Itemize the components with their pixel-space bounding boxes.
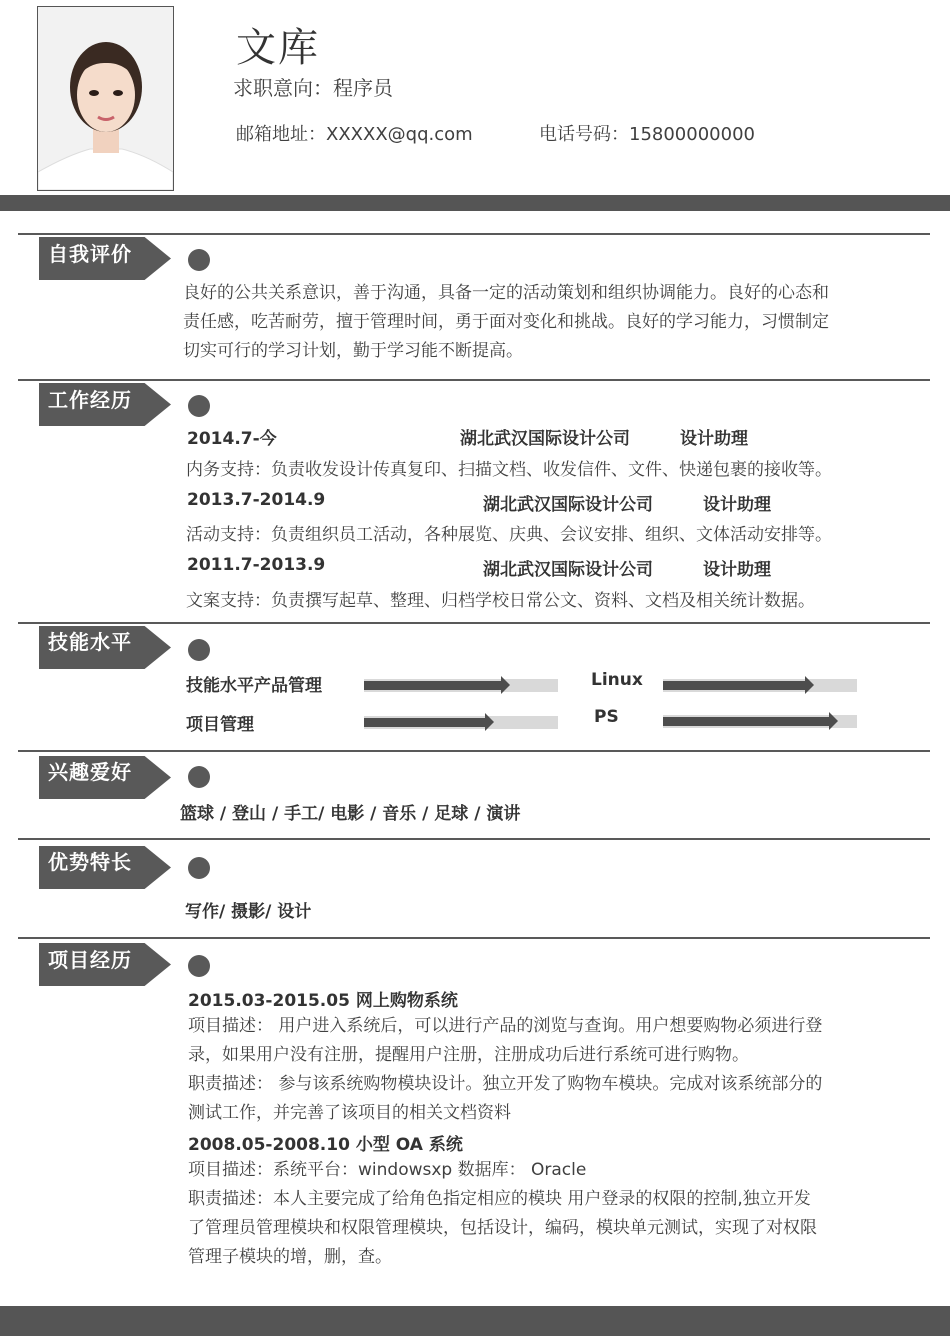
skill-label: Linux bbox=[591, 670, 643, 690]
project-line: 测试工作，并完善了该项目的相关文档资料 bbox=[188, 1103, 511, 1123]
section-divider bbox=[18, 233, 930, 235]
skill-label: 项目管理 bbox=[186, 715, 254, 735]
work-date: 2011.7-2013.9 bbox=[187, 555, 326, 575]
section-divider bbox=[18, 622, 930, 624]
profile-photo bbox=[37, 6, 174, 191]
project-line: 职责描述： 参与该系统购物模块设计。独立开发了购物车模块。完成对该系统部分的 bbox=[188, 1074, 823, 1094]
skill-bar-arrow-icon bbox=[805, 676, 814, 694]
section-title-self: 自我评价 bbox=[48, 242, 132, 266]
section-bullet-icon bbox=[188, 857, 210, 879]
section-title-projects: 项目经历 bbox=[48, 948, 132, 972]
section-divider bbox=[18, 750, 930, 752]
section-bullet-icon bbox=[188, 766, 210, 788]
self-eval-line: 切实可行的学习计划，勤于学习能不断提高。 bbox=[183, 341, 523, 361]
section-divider bbox=[18, 379, 930, 381]
self-eval-line: 良好的公共关系意识，善于沟通，具备一定的活动策划和组织协调能力。良好的心态和 bbox=[183, 283, 829, 303]
phone-number: 电话号码：15800000000 bbox=[539, 124, 755, 145]
project-line: 管理子模块的增，删，查。 bbox=[188, 1247, 392, 1267]
footer-bar bbox=[0, 1306, 950, 1336]
skill-bar bbox=[663, 715, 857, 728]
skill-bar bbox=[364, 679, 558, 692]
section-bullet-icon bbox=[188, 395, 210, 417]
work-desc: 内务支持：负责收发设计传真复印、扫描文档、收发信件、文件、快递包裹的接收等。 bbox=[186, 460, 832, 480]
work-role: 设计助理 bbox=[680, 429, 748, 449]
section-bullet-icon bbox=[188, 639, 210, 661]
strengths-text: 写作/ 摄影/ 设计 bbox=[185, 902, 312, 922]
section-divider bbox=[18, 937, 930, 939]
section-title-hobbies: 兴趣爱好 bbox=[48, 760, 132, 784]
project-title: 2015.03-2015.05 网上购物系统 bbox=[188, 991, 458, 1011]
email-address: 邮箱地址：XXXXX@qq.com bbox=[236, 124, 473, 145]
project-line: 录，如果用户没有注册，提醒用户注册，注册成功后进行系统可进行购物。 bbox=[188, 1045, 749, 1065]
skill-bar-fill bbox=[364, 718, 486, 727]
work-company: 湖北武汉国际设计公司 bbox=[483, 495, 653, 515]
project-line: 职责描述：本人主要完成了给角色指定相应的模块 用户登录的权限的控制,独立开发 bbox=[188, 1189, 811, 1209]
work-desc: 活动支持：负责组织员工活动，各种展览、庆典、会议安排、组织、文体活动安排等。 bbox=[186, 525, 832, 545]
work-date: 2014.7-今 bbox=[187, 429, 277, 449]
header-bar bbox=[0, 195, 950, 211]
skill-bar-arrow-icon bbox=[485, 713, 494, 731]
project-title: 2008.05-2008.10 小型 OA 系统 bbox=[188, 1135, 463, 1155]
project-line: 项目描述： 用户进入系统后，可以进行产品的浏览与查询。用户想要购物必须进行登 bbox=[188, 1016, 823, 1036]
work-role: 设计助理 bbox=[703, 560, 771, 580]
section-title-strengths: 优势特长 bbox=[48, 850, 132, 874]
hobbies-text: 篮球 / 登山 / 手工/ 电影 / 音乐 / 足球 / 演讲 bbox=[180, 804, 521, 824]
section-title-skills: 技能水平 bbox=[48, 630, 132, 654]
work-desc: 文案支持：负责撰写起草、整理、归档学校日常公文、资料、文档及相关统计数据。 bbox=[186, 591, 815, 611]
skill-bar-arrow-icon bbox=[501, 676, 510, 694]
project-line: 项目描述：系统平台：windowsxp 数据库： Oracle bbox=[188, 1160, 587, 1180]
section-bullet-icon bbox=[188, 249, 210, 271]
skill-bar bbox=[364, 716, 558, 729]
skill-label: 技能水平产品管理 bbox=[186, 676, 322, 696]
skill-bar-fill bbox=[663, 681, 806, 690]
work-role: 设计助理 bbox=[703, 495, 771, 515]
candidate-name: 文库 bbox=[236, 25, 320, 71]
work-company: 湖北武汉国际设计公司 bbox=[460, 429, 630, 449]
section-title-work: 工作经历 bbox=[48, 388, 132, 412]
skill-bar-fill bbox=[364, 681, 502, 690]
self-eval-line: 责任感，吃苦耐劳，擅于管理时间，勇于面对变化和挑战。良好的学习能力，习惯制定 bbox=[183, 312, 829, 332]
section-bullet-icon bbox=[188, 955, 210, 977]
project-line: 了管理员管理模块和权限管理模块，包括设计，编码，模块单元测试，实现了对权限 bbox=[188, 1218, 817, 1238]
skill-bar-fill bbox=[663, 717, 830, 726]
work-date: 2013.7-2014.9 bbox=[187, 490, 326, 510]
skill-bar-arrow-icon bbox=[829, 712, 838, 730]
job-intent: 求职意向：程序员 bbox=[233, 76, 393, 100]
section-divider bbox=[18, 838, 930, 840]
work-company: 湖北武汉国际设计公司 bbox=[483, 560, 653, 580]
skill-bar bbox=[663, 679, 857, 692]
skill-label: PS bbox=[594, 707, 619, 727]
